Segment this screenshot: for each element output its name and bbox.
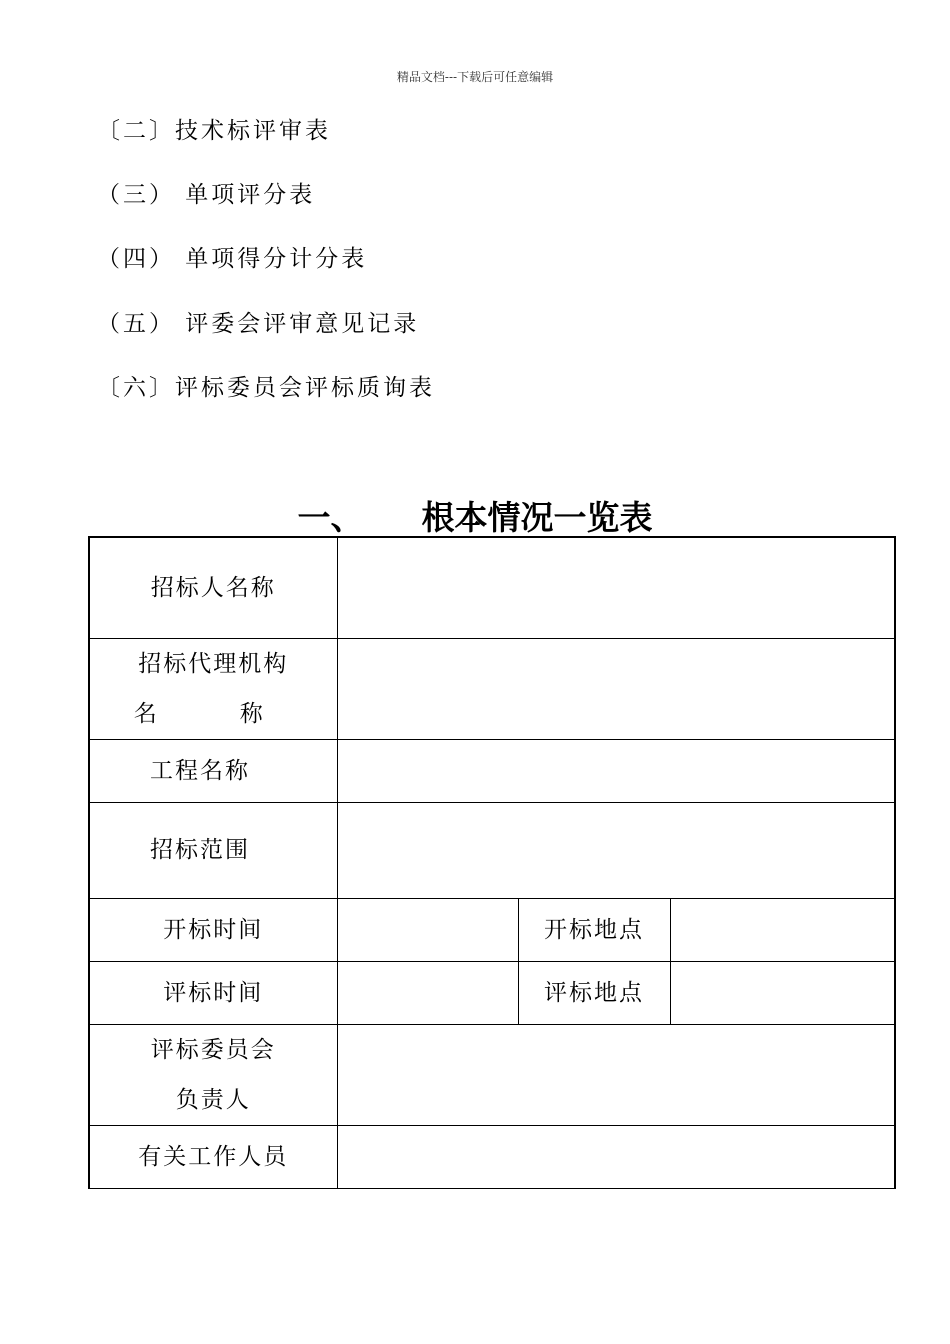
table-row (89, 802, 895, 898)
section-number: 一、 (297, 498, 364, 537)
label-eval-time: 评标时间 (89, 961, 337, 1024)
table-row (89, 638, 895, 739)
toc-item-3: （三） 单项评分表 (97, 182, 316, 208)
label-opening-time: 开标时间 (89, 898, 337, 961)
label-tenderer-name: 招标人名称 (89, 537, 337, 638)
table-row (89, 739, 895, 802)
table-row (89, 537, 895, 638)
value-opening-time[interactable] (337, 898, 518, 961)
section-heading: 根本情况一览表 (421, 498, 653, 537)
toc-item-2: 〔二〕技术标评审表 (97, 118, 331, 144)
value-opening-place[interactable] (670, 898, 895, 961)
label-committee-head (89, 1024, 337, 1125)
label-project-name: 工程名称 (89, 739, 337, 802)
table-row (89, 1125, 895, 1188)
toc-item-5: （五） 评委会评审意见记录 (97, 311, 420, 337)
label-scope: 招标范围 (89, 802, 337, 898)
label-committee-line2: 负责人 (175, 1086, 251, 1113)
basic-info-table (88, 536, 896, 1189)
value-agency-name[interactable] (337, 638, 895, 739)
value-committee-head[interactable] (337, 1024, 895, 1125)
label-agency-line2: 名 称 (133, 700, 293, 727)
section-title (0, 492, 950, 539)
table-row (89, 1024, 895, 1125)
label-committee-line1: 评标委员会 (150, 1036, 276, 1063)
value-project-name[interactable] (337, 739, 895, 802)
value-eval-time[interactable] (337, 961, 518, 1024)
toc-item-6: 〔六〕评标委员会评标质询表 (97, 375, 435, 401)
label-agency-name (89, 638, 337, 739)
value-eval-place[interactable] (670, 961, 895, 1024)
value-scope[interactable] (337, 802, 895, 898)
label-agency-line1: 招标代理机构 (138, 650, 289, 677)
value-tenderer-name[interactable] (337, 537, 895, 638)
table-row (89, 961, 895, 1024)
value-staff[interactable] (337, 1125, 895, 1188)
label-opening-place: 开标地点 (518, 898, 670, 961)
label-staff: 有关工作人员 (89, 1125, 337, 1188)
toc-item-4: （四） 单项得分计分表 (97, 246, 368, 272)
header-note: 精品文档---下载后可任意编辑 (396, 70, 554, 84)
table-row (89, 898, 895, 961)
label-eval-place: 评标地点 (518, 961, 670, 1024)
